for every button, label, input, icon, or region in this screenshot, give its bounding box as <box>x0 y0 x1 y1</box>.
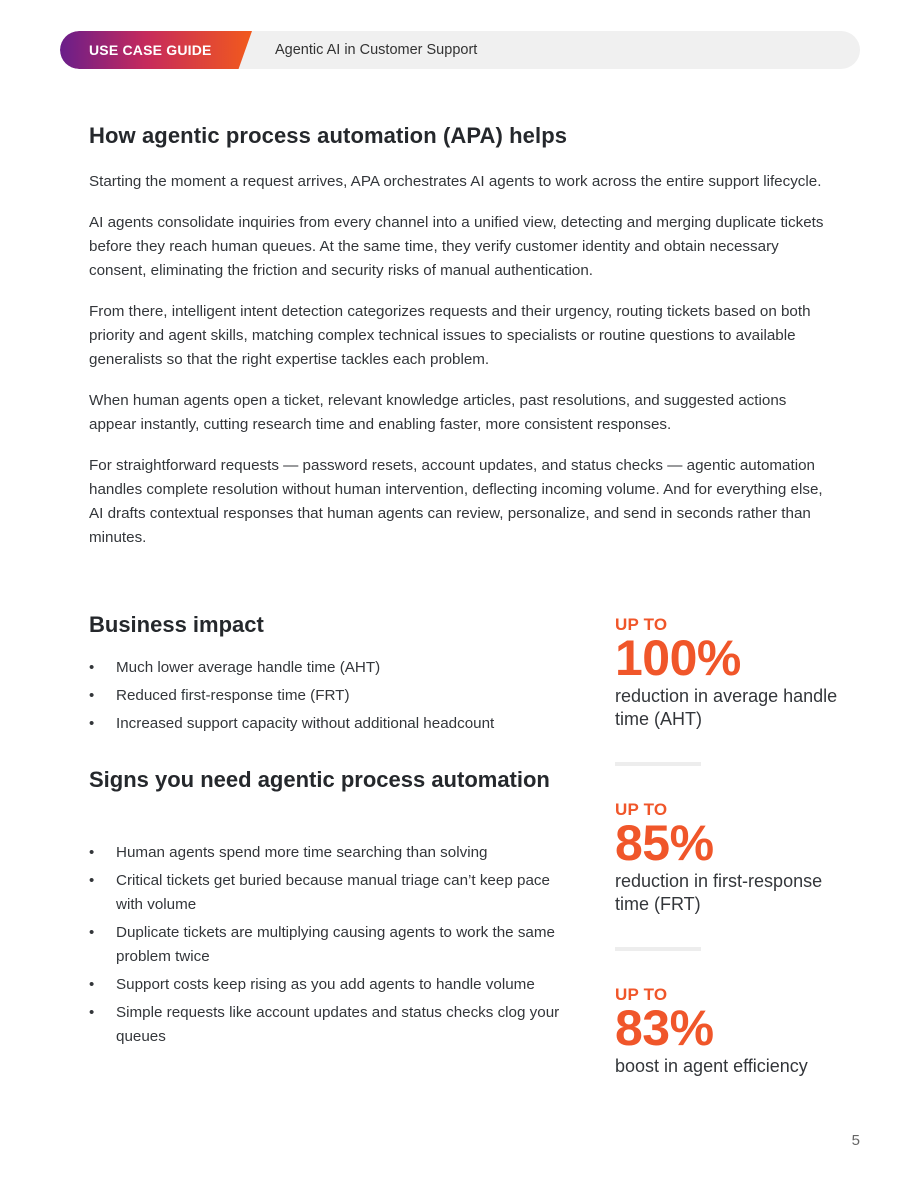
bullet-icon: • <box>89 872 95 889</box>
list-item-text: Increased support capacity without additional headcount <box>116 715 495 732</box>
bullet-icon: • <box>89 687 95 704</box>
stat-aht <box>615 615 855 731</box>
stat-value: 85% <box>615 815 714 871</box>
intro-paragraphs <box>89 170 834 567</box>
paragraph: For straightforward requests — password resets, account updates, and status checks — agentic automation handles complete resolution without human intervention, deflecting incoming volume. And for everything else, AI drafts contextual responses that human agents can review, personalize, and send in seconds rather than minutes. <box>89 457 823 546</box>
stat-description: reduction in average handle time (AHT) <box>615 686 838 729</box>
business-impact-heading: Business impact <box>89 612 264 637</box>
list-item <box>89 869 569 917</box>
stat-prefix: UP TO <box>615 985 668 1004</box>
bullet-icon: • <box>89 924 95 941</box>
paragraph: Starting the moment a request arrives, APA orchestrates AI agents to work across the entire support lifecycle. <box>89 173 822 190</box>
paragraph: From there, intelligent intent detection categorizes requests and their urgency, routing tickets based on both priority and agent skills, matching complex technical issues to specialists or routine questions to available generalists so that the right expertise tackles each problem. <box>89 303 811 368</box>
list-item-text: Reduced first-response time (FRT) <box>116 687 350 704</box>
list-item <box>89 712 569 736</box>
list-item <box>89 973 569 997</box>
list-item <box>89 1001 569 1049</box>
bullet-icon: • <box>89 976 95 993</box>
paragraph: AI agents consolidate inquiries from every channel into a unified view, detecting and merging duplicate tickets before they reach human queues. At the same time, they verify customer identity and obtain necessary consent, eliminating the friction and security risks of manual authentication. <box>89 214 824 279</box>
business-impact-list <box>89 656 569 740</box>
bullet-icon: • <box>89 1004 95 1021</box>
stat-efficiency <box>615 985 855 1078</box>
stat-description: reduction in first-response time (FRT) <box>615 871 823 914</box>
header-title: Agentic AI in Customer Support <box>275 42 478 58</box>
header-tag-label: USE CASE GUIDE <box>89 42 212 58</box>
list-item-text: Human agents spend more time searching than solving <box>116 844 488 861</box>
page-number: 5 <box>851 1132 860 1149</box>
list-item <box>89 684 569 708</box>
stat-divider <box>615 947 701 951</box>
main-heading: How agentic process automation (APA) helps <box>89 123 568 148</box>
signs-list <box>89 841 569 1053</box>
list-item <box>89 656 569 680</box>
stat-value: 100% <box>615 630 741 686</box>
stat-description: boost in agent efficiency <box>615 1056 808 1076</box>
stat-prefix: UP TO <box>615 800 668 819</box>
list-item-text: Duplicate tickets are multiplying causing agents to work the same problem twice <box>116 924 555 965</box>
signs-heading: Signs you need agentic process automation <box>89 767 550 792</box>
bullet-icon: • <box>89 659 95 676</box>
bullet-icon: • <box>89 715 95 732</box>
stat-frt <box>615 800 855 916</box>
bullet-icon: • <box>89 844 95 861</box>
list-item-text: Simple requests like account updates and status checks clog your queues <box>116 1004 560 1045</box>
stat-value: 83% <box>615 1000 714 1056</box>
list-item-text: Critical tickets get buried because manual triage can’t keep pace with volume <box>116 872 550 913</box>
stat-divider <box>615 762 701 766</box>
document-header <box>60 31 860 69</box>
list-item-text: Much lower average handle time (AHT) <box>116 659 381 676</box>
stat-prefix: UP TO <box>615 615 668 634</box>
paragraph: When human agents open a ticket, relevant knowledge articles, past resolutions, and suggested actions appear instantly, cutting research time and enabling faster, more consistent responses. <box>89 392 787 433</box>
list-item-text: Support costs keep rising as you add agents to handle volume <box>116 976 535 993</box>
list-item <box>89 841 569 865</box>
list-item <box>89 921 569 969</box>
